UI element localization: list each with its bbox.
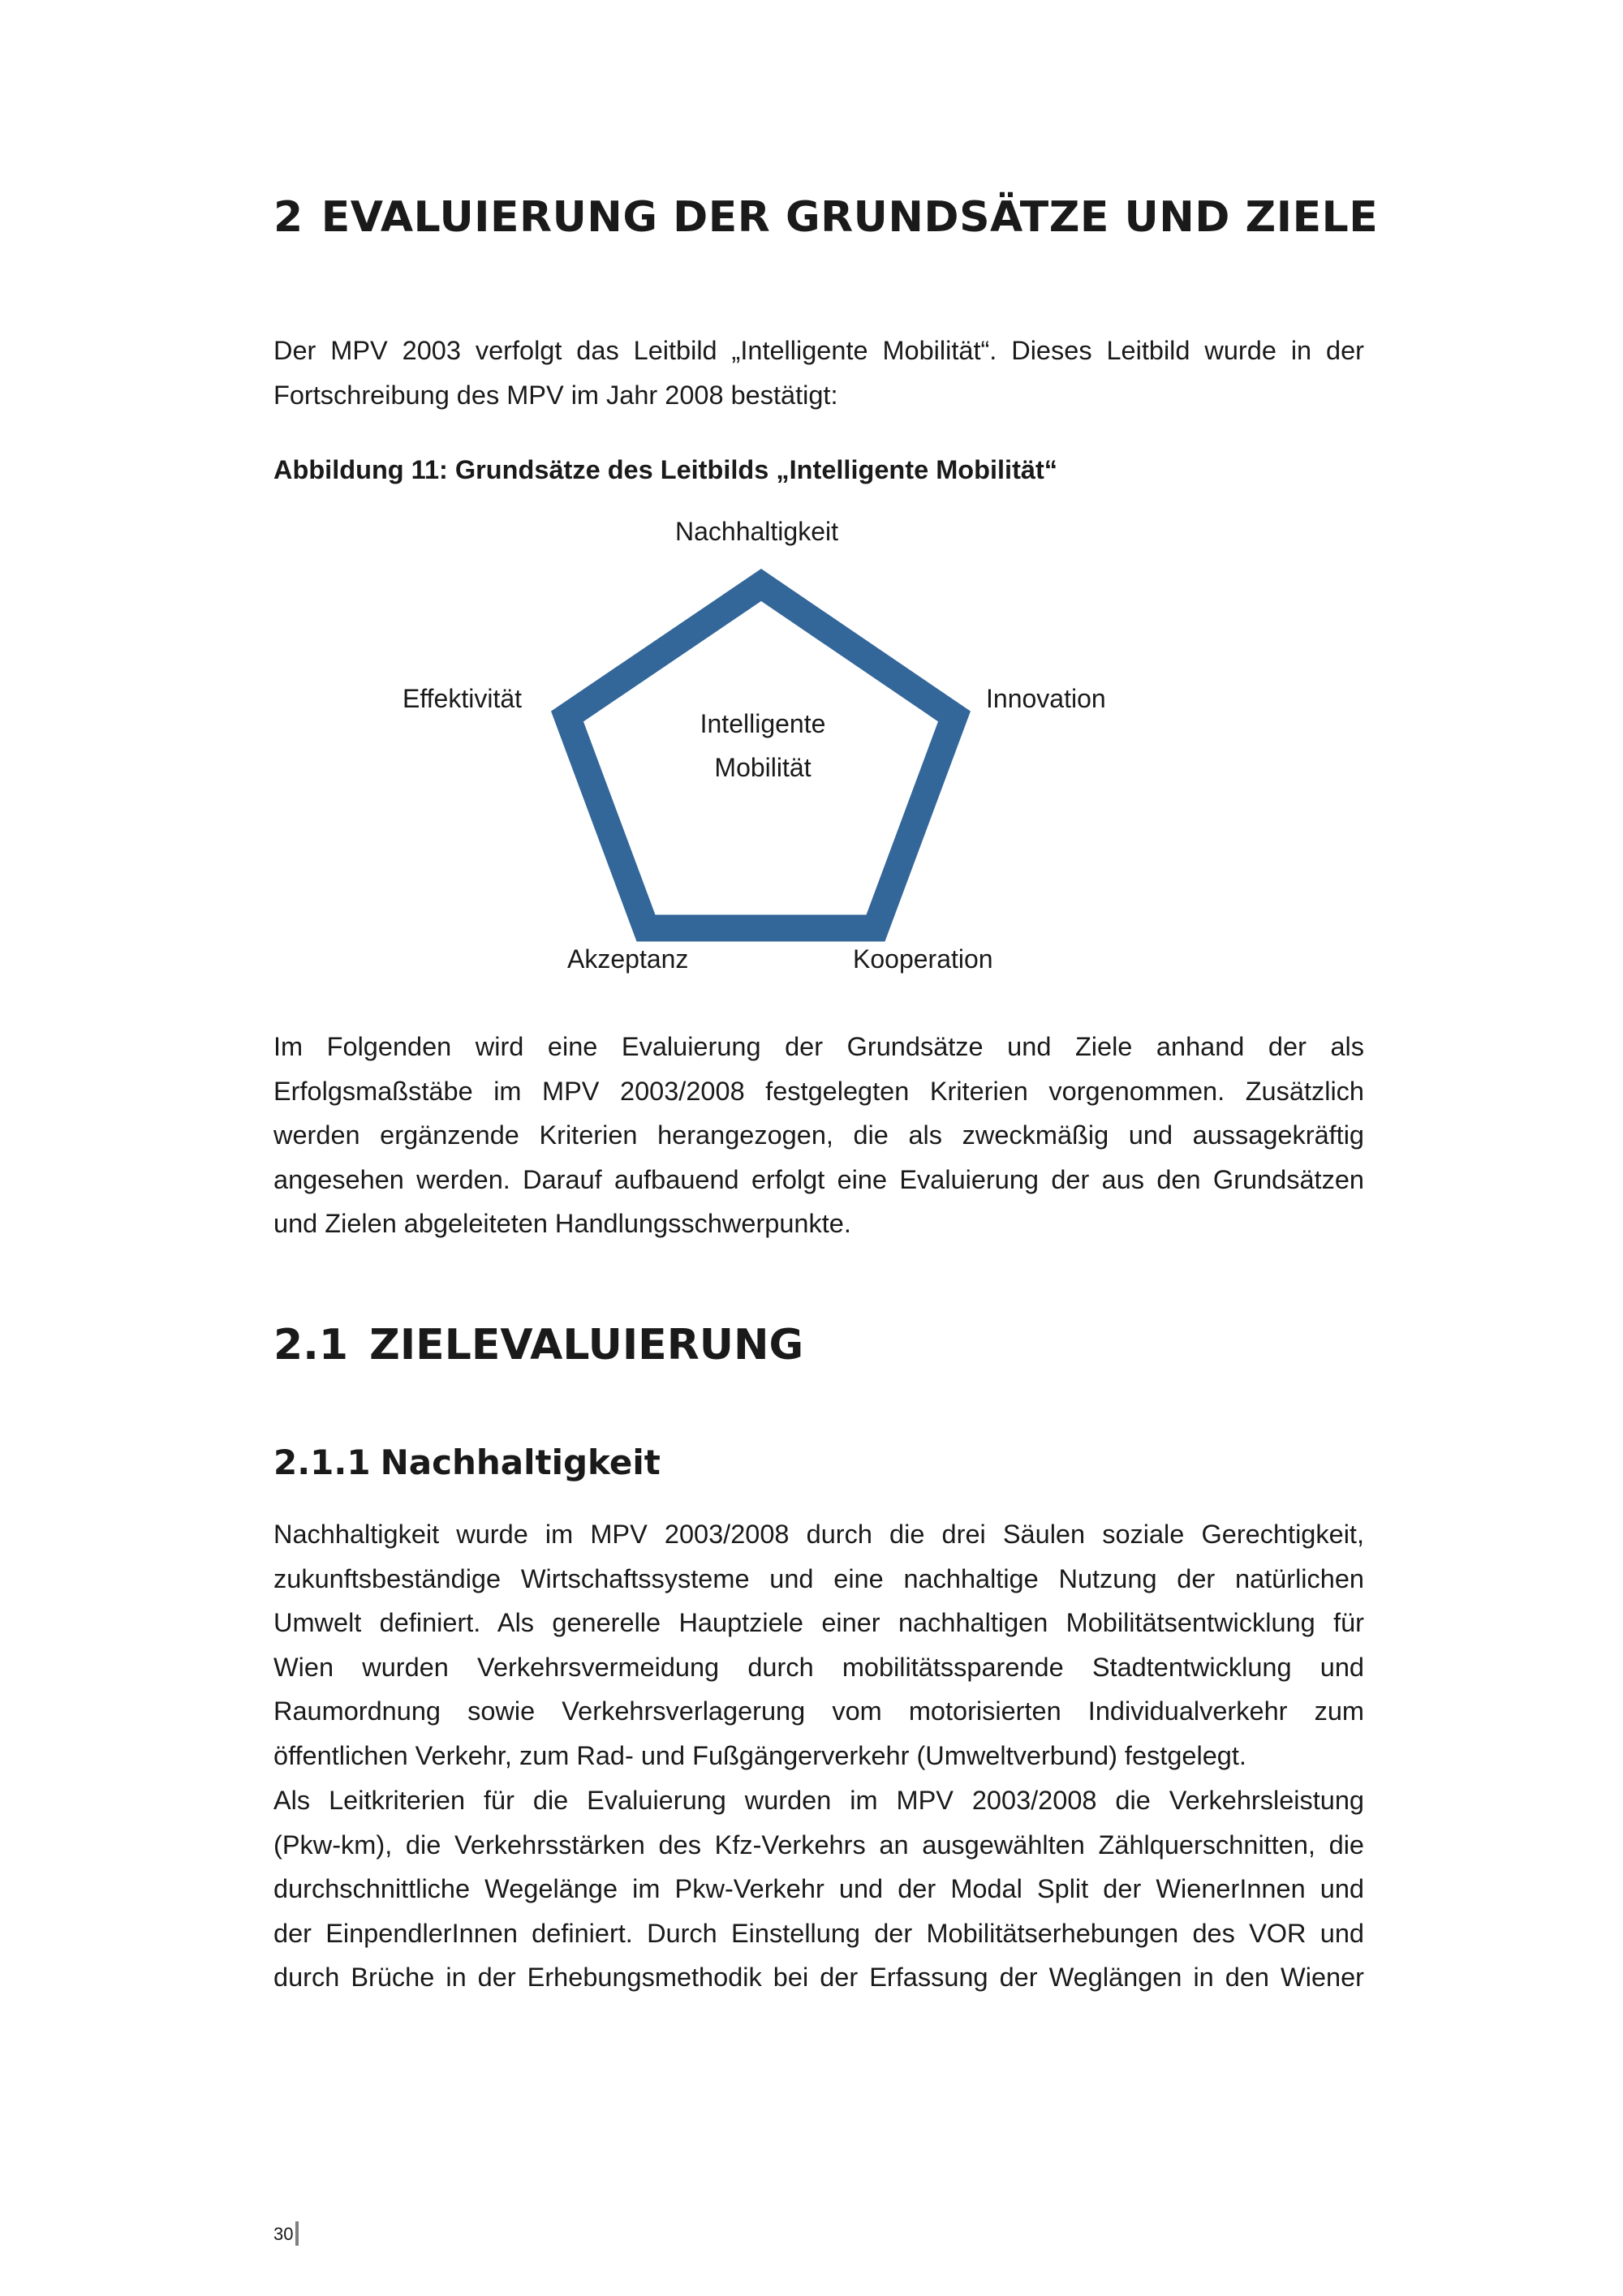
- text-line: der EinpendlerInnen definiert. Durch Einstellung der Mobilitätserhebungen des VOR und: [273, 1918, 1364, 1948]
- label-kooperation: Kooperation: [853, 944, 993, 974]
- text-line: Raumordnung sowie Verkehrsverlagerung vom motorisierten Individualverkehr zum: [273, 1696, 1364, 1726]
- text-line: angesehen werden. Darauf aufbauend erfolgt eine Evaluierung der aus den Grundsätzen: [273, 1164, 1364, 1194]
- criteria-paragraph: [273, 1778, 1364, 2000]
- label-effektivitaet: Effektivität: [403, 684, 523, 713]
- subsection-number: 2.1.1: [273, 1443, 371, 1482]
- chapter-number: 2: [273, 193, 304, 242]
- text-line: Der MPV 2003 verfolgt das Leitbild „Intelligente Mobilität“. Dieses Leitbild wurde in der: [273, 336, 1364, 365]
- center-label: [682, 702, 844, 789]
- text-line: und Zielen abgeleiteten Handlungsschwerpunkte.: [273, 1209, 851, 1239]
- footer-divider: [295, 2221, 299, 2246]
- text-line: Erfolgsmaßstäbe im MPV 2003/2008 festgelegten Kriterien vorgenommen. Zusätzlich: [273, 1076, 1364, 1106]
- chapter-title: EVALUIERUNG DER GRUNDSÄTZE UND ZIELE: [321, 193, 1379, 242]
- text-line: Im Folgenden wird eine Evaluierung der Grundsätze und Ziele anhand der als: [273, 1032, 1364, 1061]
- text-line: durch Brüche in der Erhebungsmethodik bei der Erfassung der Weglängen in den Wiener: [273, 1963, 1364, 1993]
- text-line: Nachhaltigkeit wurde im MPV 2003/2008 durch die drei Säulen soziale Gerechtigkeit,: [273, 1520, 1364, 1549]
- subsection-title: Nachhaltigkeit: [380, 1443, 661, 1482]
- chapter-heading: [273, 193, 1378, 242]
- text-line: werden ergänzende Kriterien herangezogen, die als zweckmäßig und aussagekräftig: [273, 1120, 1364, 1150]
- label-akzeptanz: Akzeptanz: [567, 944, 689, 974]
- text-line: durchschnittliche Wegelänge im Pkw-Verkehr und der Modal Split der WienerInnen und: [273, 1874, 1364, 1904]
- text-line: öffentlichen Verkehr, zum Rad- und Fußgängerverkehr (Umweltverbund) festgelegt.: [273, 1740, 1246, 1770]
- center-label-line1: Intelligente: [700, 709, 826, 738]
- text-line: Fortschreibung des MPV im Jahr 2008 bestätigt:: [273, 380, 838, 410]
- intro-paragraph: [273, 329, 1364, 417]
- page-footer: [273, 2223, 299, 2247]
- text-line: Als Leitkriterien für die Evaluierung wurden im MPV 2003/2008 die Verkehrsleistung: [273, 1786, 1364, 1815]
- text-line: Umwelt definiert. Als generelle Hauptziele einer nachhaltigen Mobilitätsentwicklung für: [273, 1608, 1364, 1638]
- section-number: 2.1: [273, 1321, 349, 1369]
- text-line: (Pkw-km), die Verkehrsstärken des Kfz-Verkehrs an ausgewählten Zählquerschnitten, die: [273, 1829, 1364, 1860]
- page-number: 30: [273, 2223, 294, 2244]
- section-title: ZIELEVALUIERUNG: [369, 1321, 804, 1369]
- subsection-heading: [273, 1443, 661, 1482]
- text-line: Wien wurden Verkehrsvermeidung durch mobilitätssparende Stadtentwicklung und: [273, 1652, 1364, 1682]
- label-nachhaltigkeit: Nachhaltigkeit: [675, 517, 838, 546]
- center-label-line2: Mobilität: [714, 753, 812, 782]
- evaluation-paragraph: [273, 1025, 1364, 1246]
- section-heading: [273, 1321, 803, 1369]
- sustainability-paragraph: [273, 1512, 1364, 1778]
- pentagon-shape: [567, 585, 954, 928]
- label-innovation: Innovation: [986, 684, 1106, 713]
- text-line: zukunftsbeständige Wirtschaftssysteme und eine nachhaltige Nutzung der natürlichen: [273, 1563, 1364, 1593]
- figure-caption: Abbildung 11: Grundsätze des Leitbilds „Intelligente Mobilität“: [273, 455, 1058, 484]
